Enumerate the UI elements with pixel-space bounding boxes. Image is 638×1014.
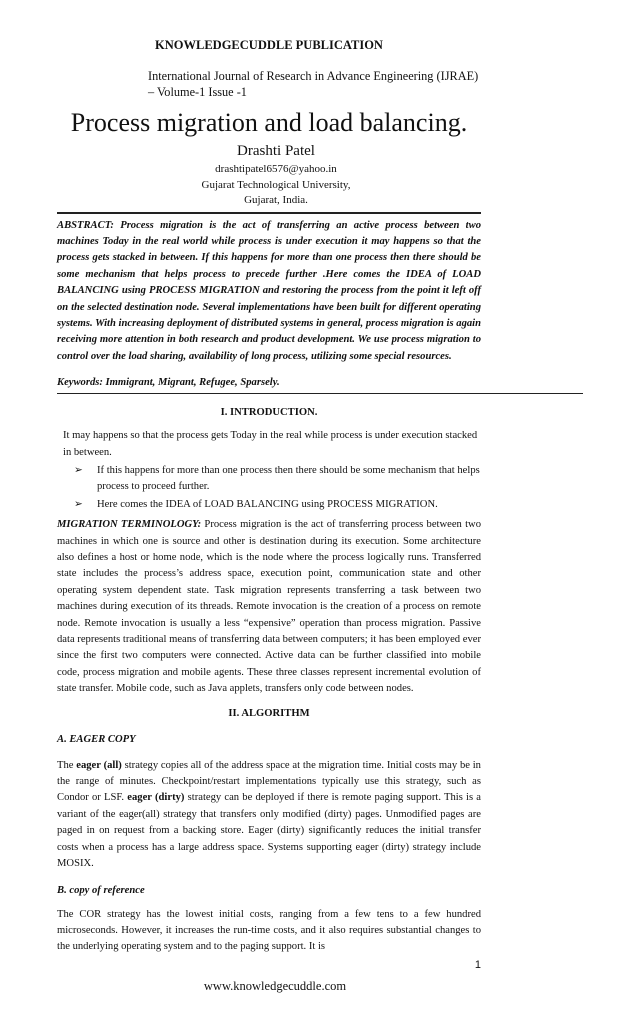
- intro-bullet: If this happens for more than one process then there should be some mechanism that helps process to proceed further.: [97, 464, 480, 493]
- publisher-header: KNOWLEDGECUDDLE PUBLICATION: [155, 38, 383, 52]
- section-heading-algorithm: II. ALGORITHM: [228, 707, 310, 719]
- copy-of-reference-paragraph: The COR strategy has the lowest initial costs, ranging from a few tens to a few hundred microseconds. However, it increases the run-time costs, and it also requires substantial changes to the underlying operating system and to the paging support. It is: [57, 908, 481, 953]
- migration-terminology-paragraph: [57, 517, 481, 697]
- page-number: 1: [474, 958, 481, 971]
- term-eager-dirty: eager (dirty): [127, 792, 185, 804]
- term-eager-all: eager (all): [76, 759, 122, 771]
- arrow-bullet-icon: ➢: [74, 498, 83, 510]
- text: strategy copies all of the address space at the migration time. Initial costs may be in the range of minutes. Checkpoint/restart implementations typically use this strategy, such as Condor or LSF.: [57, 759, 481, 804]
- keywords: Keywords: Immigrant, Migrant, Refugee, Sparsely.: [57, 377, 280, 389]
- intro-lead: It may happens so that the process gets Today in the real while process is under execution stacked in between.: [63, 430, 478, 458]
- paper-title: Process migration and load balancing.: [70, 108, 468, 137]
- author-affiliation: Gujarat Technological University,: [201, 178, 351, 191]
- subsection-heading-copy-of-reference: B. copy of reference: [57, 884, 145, 896]
- intro-bullet-item: [57, 463, 481, 496]
- text: The: [57, 759, 77, 771]
- arrow-bullet-icon: ➢: [74, 464, 83, 476]
- header-divider: [57, 212, 481, 214]
- intro-bullet: Here comes the IDEA of LOAD BALANCING using PROCESS MIGRATION.: [97, 498, 438, 510]
- section-heading-introduction: I. INTRODUCTION.: [220, 407, 318, 419]
- intro-bullet-item: [57, 497, 481, 513]
- abstract-divider: [57, 393, 583, 394]
- journal-line: International Journal of Research in Advance Engineering (IJRAE) – Volume-1 Issue -1: [148, 69, 479, 99]
- author-name: Drashti Patel: [237, 143, 315, 159]
- abstract: ABSTRACT: Process migration is the act of transferring an active process between two machines Today in the real world while process is under execution it may happens so that the process gets stacked in between. If this happens for more than one process then there should be some mechanism that helps process to precede further .Here comes the IDEA of LOAD BALANCING using PROCESS MIGRATION and restoring the process from the point it left off on the selected destination node. Several implementations have been built for different operating systems. With increasing deployment of distributed systems in general, process migration is again receiving more attention in both research and product development. We use process migration to control over the load sharing, availability of long process, utilizing some special resources.: [57, 219, 481, 362]
- footer-url[interactable]: www.knowledgecuddle.com: [203, 978, 347, 993]
- terminology-text: Process migration is the act of transferring process between two machines in which one is source and other is destination during its execution. Some architecture also defines a host or home node, which is the node where the process logically runs. Transferred state includes the process’s address space, execution point, communication state and other operating system dependent state. Task migration represents transferring a task between two machines during execution of its threads. Remote invocation is the creation of a process on remote node. Remote invocation is usually a less “expensive” operation than process migration. Passive data represents traditional means of transferring data between computers; it has been employed ever since the first two computers were connected. Active data can be further classified into mobile code, process migration and mobile agents. These three classes represent incremental evolution of state transfer. Mobile code, such as Java applets, transfers only code between nodes.: [57, 519, 481, 695]
- subsection-heading-eager-copy: A. EAGER COPY: [57, 733, 136, 745]
- text: strategy can be deployed if there is remote paging support. This is a variant of the eager(all) strategy that transfers only modified (dirty) pages. Unmodified pages are paged in on request from a backing store. Eager (dirty) significantly reduces the initial transfer costs when a process has a large address space. Systems supporting eager (dirty) strategy include MOSIX.: [57, 792, 482, 870]
- author-email[interactable]: drashtipatel6576@yahoo.in: [215, 163, 337, 175]
- author-location: Gujarat, India.: [244, 194, 308, 206]
- terminology-label: MIGRATION TERMINOLOGY:: [57, 519, 202, 531]
- eager-copy-paragraph: [57, 758, 481, 873]
